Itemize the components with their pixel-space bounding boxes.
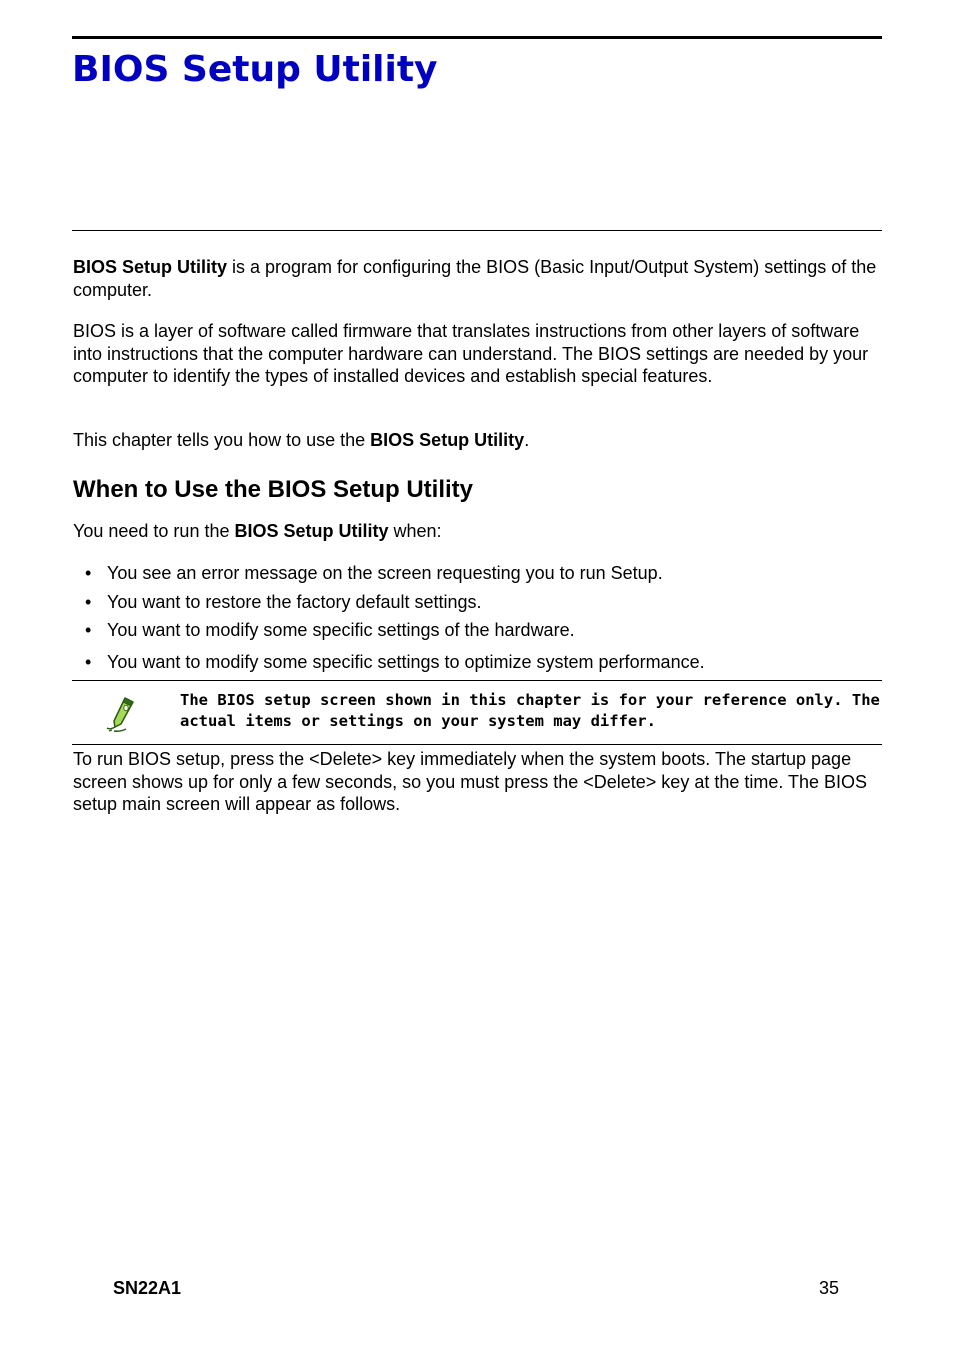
bullet-icon: • [85,563,92,583]
page-number: 35 [819,1278,840,1298]
title-divider [72,230,882,231]
chapter-title: BIOS Setup Utility [72,49,438,90]
list-item-text: You want to modify some specific settings of the hardware. [107,620,575,640]
list-item-text: You want to modify some specific settings to optimize system performance. [107,652,705,672]
section-lead-pre: You need to run the [73,521,235,541]
chapter-purpose-pre: This chapter tells you how to use the [73,430,371,450]
intro-paragraph [73,256,883,301]
list-item-text: You see an error message on the screen requesting you to run Setup. [107,563,663,583]
note-bottom-rule [72,744,882,745]
intro-term: BIOS Setup Utility [73,257,228,277]
chapter-purpose-post: . [524,430,530,450]
top-rule [72,36,882,39]
bullet-icon: • [85,592,92,612]
chapter-purpose [73,429,883,452]
section-lead [73,520,883,543]
section-heading: When to Use the BIOS Setup Utility [73,476,474,503]
intro-text: is a program for configuring the BIOS (Basic Input/Output System) settings of the computer. [73,257,877,300]
note-top-rule [72,680,882,681]
section-lead-term: BIOS Setup Utility [234,521,389,541]
list-item-text: You want to restore the factory default settings. [107,592,482,612]
bullet-icon: • [85,652,92,672]
note-text: The BIOS setup screen shown in this chapter is for your reference only. The actual items or settings on your system may differ. [180,691,880,730]
footer-model: SN22A1 [113,1278,182,1298]
section-lead-post: when: [388,521,442,541]
run-setup-paragraph: To run BIOS setup, press the <Delete> key immediately when the system boots. The startup page screen shows up for only a few seconds, so you must press the <Delete> key at the time. The BIOS setup main screen will appear as follows. [73,749,868,814]
bios-description: BIOS is a layer of software called firmware that translates instructions from other layers of software into instructions that the computer hardware can understand. The BIOS settings are needed by your computer to identify the types of installed devices and establish special features. [73,321,869,386]
chapter-purpose-term: BIOS Setup Utility [370,430,525,450]
pen-note-icon [104,694,140,734]
bullet-icon: • [85,620,92,640]
